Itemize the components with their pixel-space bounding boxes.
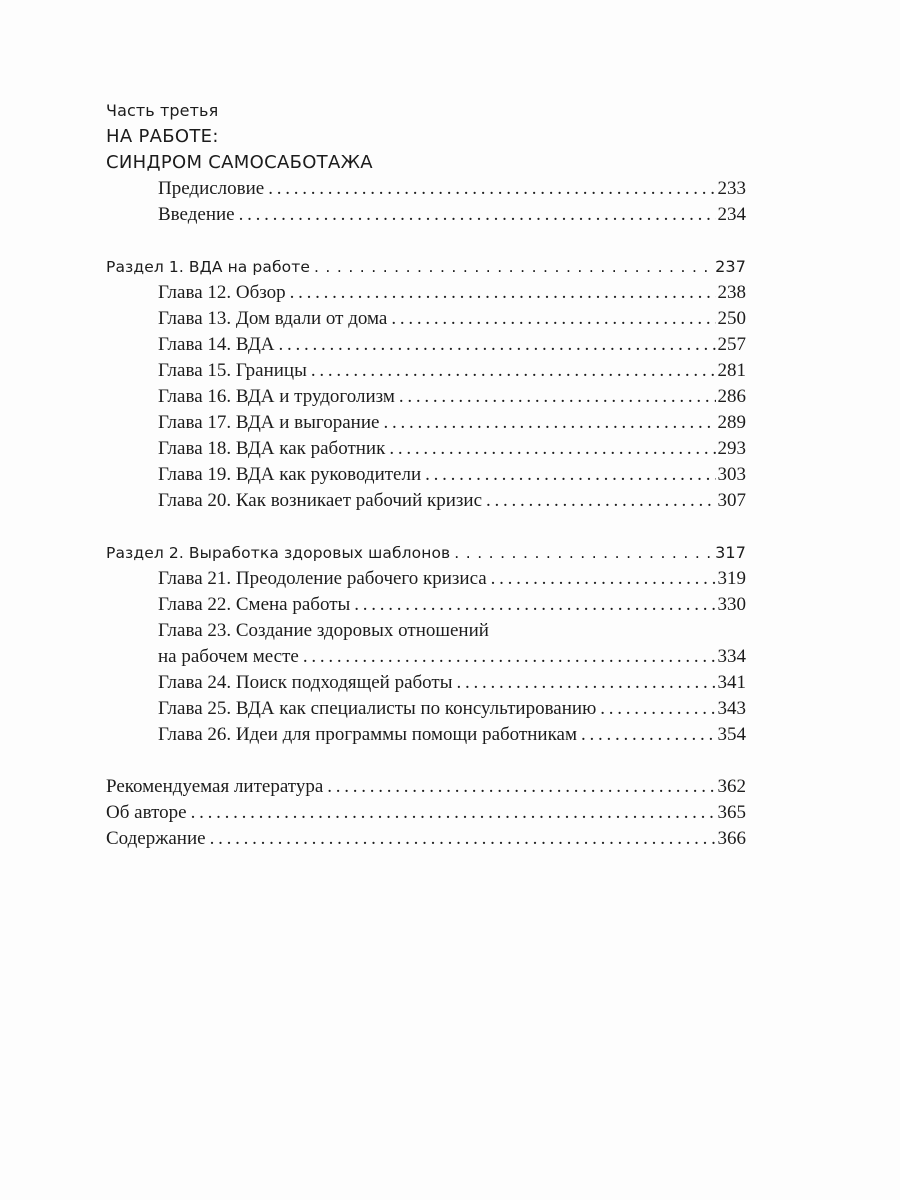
toc-entry-chapter-14 [106,332,746,358]
toc-entry-title: Предисловие [158,178,265,199]
toc-entry-title: Рекомендуемая литература [106,776,324,797]
dot-leader [311,358,716,384]
toc-entry-page: 233 [717,178,746,199]
dot-leader [581,722,716,748]
toc-entry-chapter-15 [106,358,746,384]
part-title-line-1: НА РАБОТЕ: [106,126,219,147]
toc-entry-chapter-21 [106,566,746,592]
toc-entry-title: Глава 13. Дом вдали от дома [158,308,388,329]
toc-entry-title: Глава 19. ВДА как руководители [158,464,422,485]
toc-entry-page: 330 [717,594,746,615]
section-title: Раздел 1. ВДА на работе [106,258,310,276]
toc-entry-title: Глава 24. Поиск подходящей работы [158,672,453,693]
toc-entry-title: Введение [158,204,235,225]
toc-entry-title: Глава 17. ВДА и выгорание [158,412,380,433]
toc-entry-chapter-23 [106,644,746,670]
dot-leader [457,670,716,696]
toc-entry-title: Об авторе [106,802,187,823]
toc-entry-chapter-25 [106,696,746,722]
toc-entry-chapter-18 [106,436,746,462]
toc-entry-chapter-19 [106,462,746,488]
toc-entry-title: Глава 20. Как возникает рабочий кризис [158,490,483,511]
toc-section-2 [106,540,746,566]
toc-entry-about-author [106,800,746,826]
toc-entry-page: 286 [717,386,746,407]
dot-leader [486,488,715,514]
toc-entry-chapter-12 [106,280,746,306]
dot-leader [191,800,716,826]
dot-leader [290,280,716,306]
section-page: 317 [715,543,746,562]
toc-entry-page: 289 [717,412,746,433]
dot-leader [303,644,716,670]
toc-entry-chapter-16 [106,384,746,410]
toc-entry-title: Глава 25. ВДА как специалисты по консультированию [158,698,597,719]
toc-entry-page: 354 [717,724,746,745]
toc-entry-chapter-20 [106,488,746,514]
toc-entry-chapter-13 [106,306,746,332]
dot-leader [491,566,716,592]
toc-entry-contents [106,826,746,852]
toc-entry-title: на рабочем месте [158,646,299,667]
dot-leader [399,384,716,410]
section-page: 237 [715,257,746,276]
toc-entry-title: Глава 14. ВДА [158,334,275,355]
dot-leader [239,202,716,228]
part-label: Часть третья [106,101,219,120]
part-title-line-2: СИНДРОМ САМОСАБОТАЖА [106,152,373,173]
dot-leader [354,592,715,618]
toc-entry-page: 293 [717,438,746,459]
toc-entry-chapter-22 [106,592,746,618]
toc-entry-page: 250 [717,308,746,329]
toc-entry-page: 334 [717,646,746,667]
dot-leader [383,410,715,436]
toc-entry-chapter-26 [106,722,746,748]
toc-entry-page: 234 [717,204,746,225]
toc-entry-page: 303 [717,464,746,485]
toc-section-1 [106,254,746,280]
toc-entry-page: 362 [717,776,746,797]
toc-entry-page: 366 [717,828,746,849]
dot-leader [314,254,713,280]
toc-entry-chapter-17 [106,410,746,436]
toc-entry-preface [106,176,746,202]
toc-entry-title: Глава 21. Преодоление рабочего кризиса [158,568,487,589]
toc-entry-title: Глава 26. Идеи для программы помощи работникам [158,724,577,745]
toc-entry-title: Содержание [106,828,206,849]
toc-entry-page: 257 [717,334,746,355]
dot-leader [389,436,715,462]
toc-entry-title: Глава 18. ВДА как работник [158,438,386,459]
toc-entry-title: Глава 12. Обзор [158,282,286,303]
table-of-contents [106,98,746,852]
toc-entry-page: 341 [717,672,746,693]
toc-entry-chapter-24 [106,670,746,696]
toc-entry-chapter-23-line-1: Глава 23. Создание здоровых отношений [158,620,489,641]
toc-entry-introduction [106,202,746,228]
dot-leader [268,176,715,202]
toc-entry-recommended-reading [106,774,746,800]
toc-entry-page: 343 [717,698,746,719]
dot-leader [454,540,713,566]
section-title: Раздел 2. Выработка здоровых шаблонов [106,544,451,562]
toc-entry-page: 365 [717,802,746,823]
dot-leader [425,462,715,488]
toc-entry-page: 319 [717,568,746,589]
toc-entry-page: 281 [717,360,746,381]
toc-entry-title: Глава 16. ВДА и трудоголизм [158,386,395,407]
dot-leader [327,774,715,800]
toc-entry-page: 238 [717,282,746,303]
toc-entry-title: Глава 15. Границы [158,360,307,381]
dot-leader [600,696,715,722]
toc-entry-page: 307 [717,490,746,511]
dot-leader [279,332,716,358]
dot-leader [210,826,716,852]
dot-leader [391,306,715,332]
toc-entry-title: Глава 22. Смена работы [158,594,351,615]
